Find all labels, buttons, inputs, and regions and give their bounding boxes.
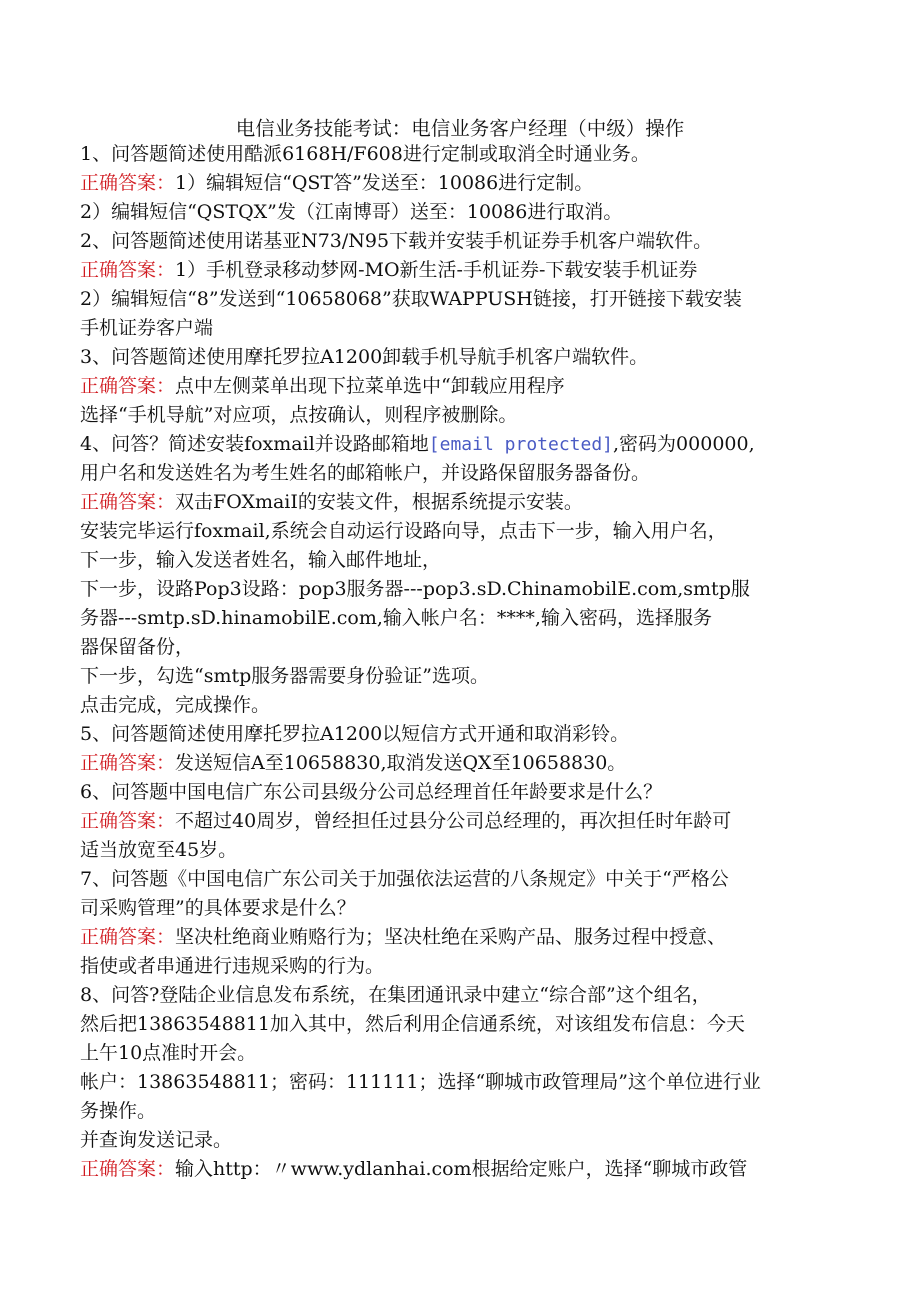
question-8-line: 然后把13863548811加入其中，然后利用企信通系统，对该组发布信息：今天 bbox=[80, 1013, 745, 1035]
question-6: 6、问答题中国电信广东公司县级分公司总经理首任年龄要求是什么？ bbox=[80, 781, 663, 803]
question-3: 3、问答题简述使用摩托罗拉A1200卸载手机导航手机客户端软件。 bbox=[80, 346, 649, 368]
answer-label: 正确答案： bbox=[80, 172, 176, 194]
answer-2-line: 2）编辑短信“8”发送到“10658068”获取WAPPUSH链接，打开链接下载安装 bbox=[80, 288, 742, 310]
question-4-line: 用户名和发送姓名为考生姓名的邮箱帐户，并设路保留服务器备份。 bbox=[80, 462, 651, 484]
question-8: 8、问答?登陆企业信息发布系统，在集团通讯录中建立“综合部”这个组名， bbox=[80, 984, 711, 1006]
answer-label: 正确答案： bbox=[80, 1158, 176, 1180]
answer-4-line: 下一步，勾选“smtp服务器需要身份验证”选项。 bbox=[80, 665, 489, 687]
answer-3-text: 点中左侧菜单出现下拉菜单选中“卸载应用程序 bbox=[175, 375, 565, 397]
answer-7-line: 指使或者串通进行违规采购的行为。 bbox=[80, 955, 385, 977]
question-5: 5、问答题简述使用摩托罗拉A1200以短信方式开通和取消彩铃。 bbox=[80, 723, 630, 745]
answer-label: 正确答案： bbox=[80, 752, 176, 774]
answer-2-line: 手机证券客户端 bbox=[80, 317, 214, 339]
answer-label: 正确答案： bbox=[80, 926, 176, 948]
answer-4-line: 下一步，设路Pop3设路：pop3服务器---pop3.sD.ChinamobilE.com,smtp服 bbox=[80, 578, 750, 600]
email-protected-link[interactable]: [email protected] bbox=[428, 434, 614, 455]
answer-4 bbox=[80, 489, 840, 515]
answer-8-text: 输入http：〃www.ydlanhai.com根据给定账户，选择“聊城市政管 bbox=[175, 1158, 748, 1180]
answer-4-line: 器保留备份， bbox=[80, 636, 195, 658]
answer-label: 正确答案： bbox=[80, 259, 176, 281]
question-8-line: 务操作。 bbox=[80, 1100, 157, 1122]
question-4-text: 4、问答？简述安装foxmail并设路邮箱地 bbox=[80, 433, 429, 455]
question-7: 7、问答题《中国电信广东公司关于加强依法运营的八条规定》中关于“严格公 bbox=[80, 868, 729, 890]
question-8-line: 上午10点准时开会。 bbox=[80, 1042, 257, 1064]
question-4-text: ,密码为000000, bbox=[613, 433, 755, 455]
answer-4-line: 务器---smtp.sD.hinamobilE.com,输入帐户名：****,输入密码，选择服务 bbox=[80, 607, 712, 629]
question-2: 2、问答题简述使用诺基亚N73/N95下载并安装手机证券手机客户端软件。 bbox=[80, 230, 713, 252]
answer-6-line: 适当放宽至45岁。 bbox=[80, 839, 238, 861]
answer-label: 正确答案： bbox=[80, 491, 176, 513]
answer-2 bbox=[80, 257, 840, 283]
question-8-line: 并查询发送记录。 bbox=[80, 1129, 233, 1151]
answer-6-text: 不超过40周岁，曾经担任过县分公司总经理的，再次担任时年龄可 bbox=[175, 810, 732, 832]
answer-8 bbox=[80, 1156, 840, 1182]
answer-5-text: 发送短信A至10658830,取消发送QX至10658830。 bbox=[175, 752, 627, 774]
answer-4-line: 下一步，输入发送者姓名，输入邮件地址， bbox=[80, 549, 442, 571]
answer-3-line: 选择“手机导航”对应项，点按确认，则程序被删除。 bbox=[80, 404, 518, 426]
answer-3 bbox=[80, 373, 840, 399]
answer-5 bbox=[80, 750, 840, 776]
answer-label: 正确答案： bbox=[80, 810, 176, 832]
answer-1-text: 1）编辑短信“QST答”发送至：10086进行定制。 bbox=[175, 172, 594, 194]
question-7-line: 司采购管理”的具体要求是什么？ bbox=[80, 897, 356, 919]
answer-4-text: 双击FOXmaiI的安装文件，根据系统提示安装。 bbox=[175, 491, 583, 513]
answer-2-text: 1）手机登录移动梦网-MO新生活-手机证券-下载安装手机证券 bbox=[175, 259, 698, 281]
answer-7-text: 坚决杜绝商业贿赂行为；坚决杜绝在采购产品、服务过程中授意、 bbox=[175, 926, 727, 948]
answer-6 bbox=[80, 808, 840, 834]
answer-1 bbox=[80, 170, 840, 196]
question-4 bbox=[80, 431, 840, 457]
answer-4-line: 安装完毕运行foxmail,系统会自动运行设路向导，点击下一步，输入用户名， bbox=[80, 520, 727, 542]
answer-label: 正确答案： bbox=[80, 375, 176, 397]
answer-7 bbox=[80, 924, 840, 950]
question-8-line: 帐户：13863548811；密码：111111；选择“聊城市政管理局”这个单位进行业 bbox=[80, 1071, 761, 1093]
answer-1-line: 2）编辑短信“QSTQX”发（江南博哥）送至：10086进行取消。 bbox=[80, 201, 623, 223]
answer-4-line: 点击完成，完成操作。 bbox=[80, 694, 271, 716]
question-1: 1、问答题简述使用酷派6168H/F608进行定制或取消全时通业务。 bbox=[80, 143, 650, 165]
document-title: 电信业务技能考试：电信业务客户经理（中级）操作 bbox=[235, 117, 685, 140]
